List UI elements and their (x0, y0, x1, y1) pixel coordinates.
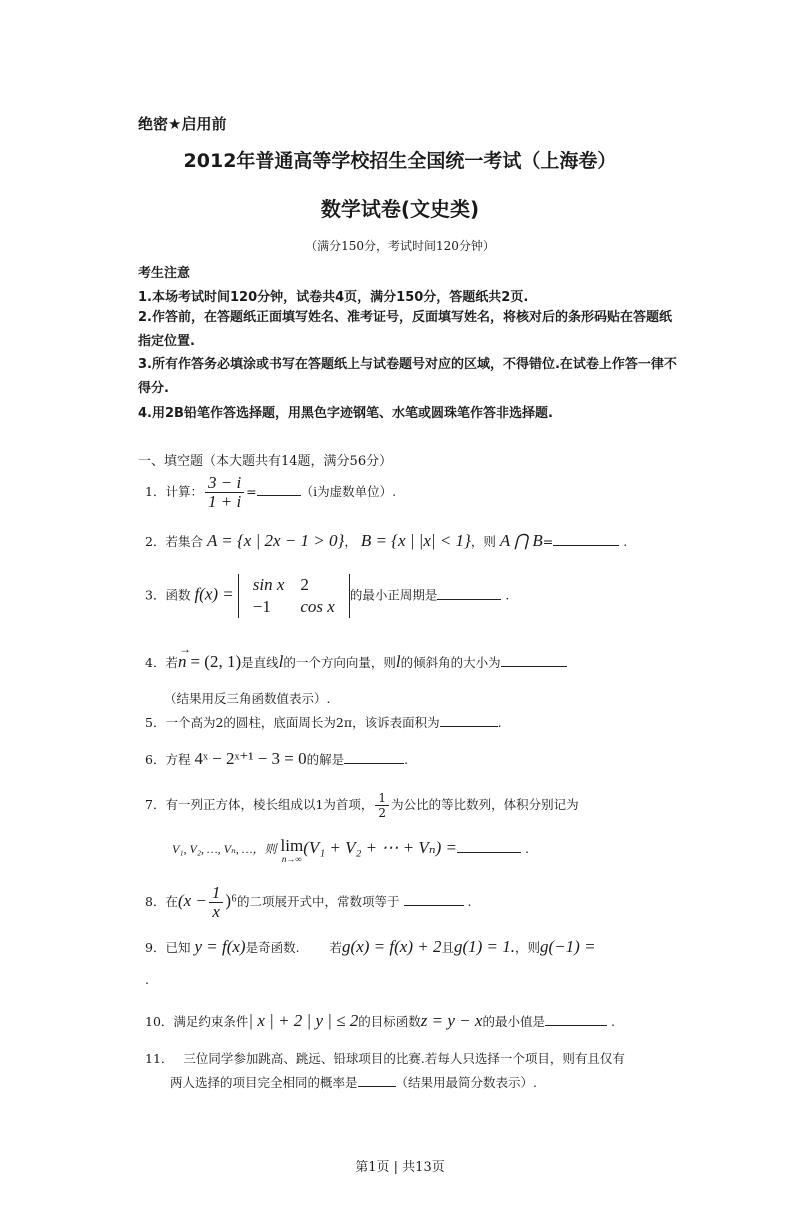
answer-blank[interactable] (404, 893, 464, 906)
notice-item-4: 4.用2B铅笔作答选择题，用黑色字迹钢笔、水笔或圆珠笔作答非选择题. (138, 406, 553, 421)
question-8 (145, 884, 471, 921)
exam-time-note: （满分150分，考试时间120分钟） (305, 239, 495, 253)
q2-set-b: B = {x | |x| < 1} (360, 531, 471, 550)
question-7-line2 (172, 838, 529, 864)
q11-line2: 两人选择的项目完全相同的概率是 (170, 1075, 358, 1090)
det-cell: 2 (300, 575, 309, 594)
q9-expr4: g(−1) = (540, 937, 596, 956)
q5-end: . (497, 715, 502, 730)
answer-blank[interactable] (437, 587, 501, 600)
limit-subscript: n→∞ (281, 854, 302, 864)
q6-prefix: 方程 (165, 752, 191, 767)
notice-heading: 考生注意 (138, 266, 191, 281)
q9-prefix2: 若 (329, 940, 343, 955)
question-10 (145, 1011, 615, 1031)
q9-mid: 是奇函数. (245, 940, 300, 955)
notice-item-2: 2.作答前，在答题纸正面填写姓名、准考证号，反面填写姓名，将核对后的条形码贴在答题纸指定位置. (138, 310, 672, 349)
question-3 (145, 574, 509, 618)
q3-prefix: 函数 (165, 587, 191, 603)
q10-constraint: | x | + 2 | y | ≤ 2 (248, 1011, 359, 1030)
q7-limit (281, 838, 304, 864)
q9-mid2: 且 (441, 940, 454, 955)
q8-prefix: 在 (165, 894, 178, 909)
q4-mid: 是直线 (241, 655, 279, 670)
page-footer: 第1页 | 共13页 (355, 1160, 445, 1175)
q7-limit-expr: (V₁ + V₂ + ⋯ + Vₙ) = (303, 838, 458, 857)
q4-value: = (2, 1) (190, 652, 242, 671)
question-number: 5． (145, 715, 166, 730)
answer-blank[interactable] (545, 1013, 607, 1026)
q4-suffix: 的倾斜角的大小为 (400, 655, 501, 670)
q9-expr3: g(1) = 1. (453, 937, 516, 956)
q4-line-l: l (278, 652, 284, 671)
q3-determinant (238, 574, 350, 618)
q6-suffix: 的解是 (306, 752, 345, 767)
q9-prefix: 已知 (165, 940, 191, 955)
question-11-line2 (170, 1073, 537, 1091)
q8-denominator: x (212, 902, 220, 921)
limit-symbol: lim (280, 836, 304, 855)
q7-volumes: V₁, V₂, …, Vₙ, …，则 (172, 842, 277, 856)
q10-suffix: 的最小值是 (482, 1014, 545, 1029)
q6-end: . (404, 752, 409, 767)
question-number: 8． (145, 894, 166, 909)
question-9-line2: . (145, 972, 149, 987)
q4-vector-letter: n (177, 652, 187, 671)
question-2 (145, 531, 627, 551)
question-7 (145, 791, 579, 820)
q4-mid2: 的一个方向向量，则 (283, 655, 396, 670)
question-number: 11． (145, 1051, 174, 1066)
question-number: 6． (145, 752, 166, 767)
q2-expr: A ⋂ B (499, 531, 543, 550)
q9-expr2: g(x) = f(x) + 2 (342, 937, 442, 956)
q10-end: . (610, 1014, 615, 1029)
q8-end: . (467, 894, 472, 909)
q8-expr-b: )⁶ (225, 891, 237, 910)
q7-end: . (525, 841, 529, 856)
q2-end: . (623, 534, 628, 549)
q2-mid: ，则 (470, 534, 496, 549)
section-title: 一、填空题（本大题共有14题，满分56分） (138, 454, 393, 469)
question-number: 3． (145, 587, 166, 603)
q11-line1: 三位同学参加跳高、跳远、铅球项目的比赛.若每人只选择一个项目，则有且仅有 (183, 1051, 625, 1066)
q2-equals: = (542, 534, 554, 549)
q1-denominator: 1 + i (207, 492, 242, 511)
secret-label: 绝密★启用前 (138, 115, 227, 133)
exam-title: 2012年普通高等学校招生全国统一考试（上海卷） (183, 150, 617, 172)
question-number: 9． (145, 940, 166, 955)
q8-numerator: 1 (209, 884, 224, 903)
q2-prefix: 若集合 (165, 534, 203, 549)
q7-denominator: 2 (378, 806, 387, 820)
q4-vector (177, 642, 191, 671)
question-9 (145, 937, 596, 957)
q2-comma: ， (344, 534, 357, 549)
notice-item-3: 3.所有作答务必填涂或书写在答题纸上与试卷题号对应的区域，不得错位.在试卷上作答一律不得分. (138, 357, 677, 396)
q3-suffix: 的最小正周期是 (349, 587, 438, 603)
q7-prefix: 有一列正方体，棱长组成以1为首项， (165, 797, 374, 812)
answer-blank[interactable] (358, 1074, 396, 1087)
answer-blank[interactable] (457, 840, 521, 853)
q10-objective: z = y − x (420, 1011, 483, 1030)
answer-blank[interactable] (257, 483, 301, 496)
q1-numerator: 3 − i (205, 474, 244, 493)
det-cell: −1 (252, 597, 271, 616)
q7-suffix: 为公比的等比数列，体积分别记为 (391, 797, 579, 812)
question-11 (145, 1049, 625, 1067)
q9-expr1: y = f(x) (194, 937, 246, 956)
exam-subtitle: 数学试卷(文史类) (320, 197, 480, 221)
answer-blank[interactable] (440, 714, 498, 727)
q1-note: （i为虚数单位）. (300, 484, 397, 499)
answer-blank[interactable] (553, 533, 619, 546)
question-4-line2: （结果用反三角函数值表示）. (164, 691, 331, 706)
q8-expr-a: (x − (177, 891, 207, 910)
q1-fraction (205, 474, 244, 511)
q2-set-a: A = {x | 2x − 1 > 0} (206, 531, 345, 550)
q10-mid: 的目标函数 (358, 1014, 421, 1029)
question-number: 4． (145, 655, 166, 670)
q7-numerator: 1 (375, 791, 389, 806)
q10-prefix: 满足约束条件 (173, 1014, 249, 1029)
question-number: 10． (145, 1014, 174, 1029)
answer-blank[interactable] (501, 654, 567, 667)
q1-prefix: 计算： (165, 484, 203, 499)
question-4 (145, 642, 567, 672)
det-cell: sin x (252, 575, 285, 594)
q8-fraction (209, 884, 224, 921)
q6-equation: 4ˣ − 2ˣ⁺¹ − 3 = 0 (194, 749, 307, 768)
vector-arrow-icon: → (178, 642, 191, 656)
q9-mid3: ，则 (515, 940, 541, 955)
q5-text: 一个高为2的圆柱，底面周长为2π，该诉表面积为 (165, 715, 440, 730)
q4-prefix: 若 (165, 655, 178, 670)
q3-function: f(x) = (194, 584, 234, 604)
notice-item-1: 1.本场考试时间120分钟，试卷共4页，满分150分，答题纸共2页. (138, 290, 529, 305)
question-number: 2． (145, 534, 166, 549)
question-6 (145, 749, 408, 769)
question-1 (145, 474, 396, 511)
q1-equals: = (246, 484, 257, 499)
q4-line-l2: l (395, 652, 401, 671)
question-5 (145, 713, 502, 731)
q3-end: . (505, 587, 510, 603)
question-number: 1． (145, 484, 166, 499)
q7-fraction (375, 791, 389, 820)
q11-line2-end: （结果用最简分数表示）. (395, 1075, 537, 1090)
answer-blank[interactable] (344, 751, 404, 764)
det-cell: cos x (300, 597, 335, 616)
question-number: 7． (145, 797, 166, 812)
q8-suffix: 的二项展开式中，常数项等于 (237, 894, 400, 909)
